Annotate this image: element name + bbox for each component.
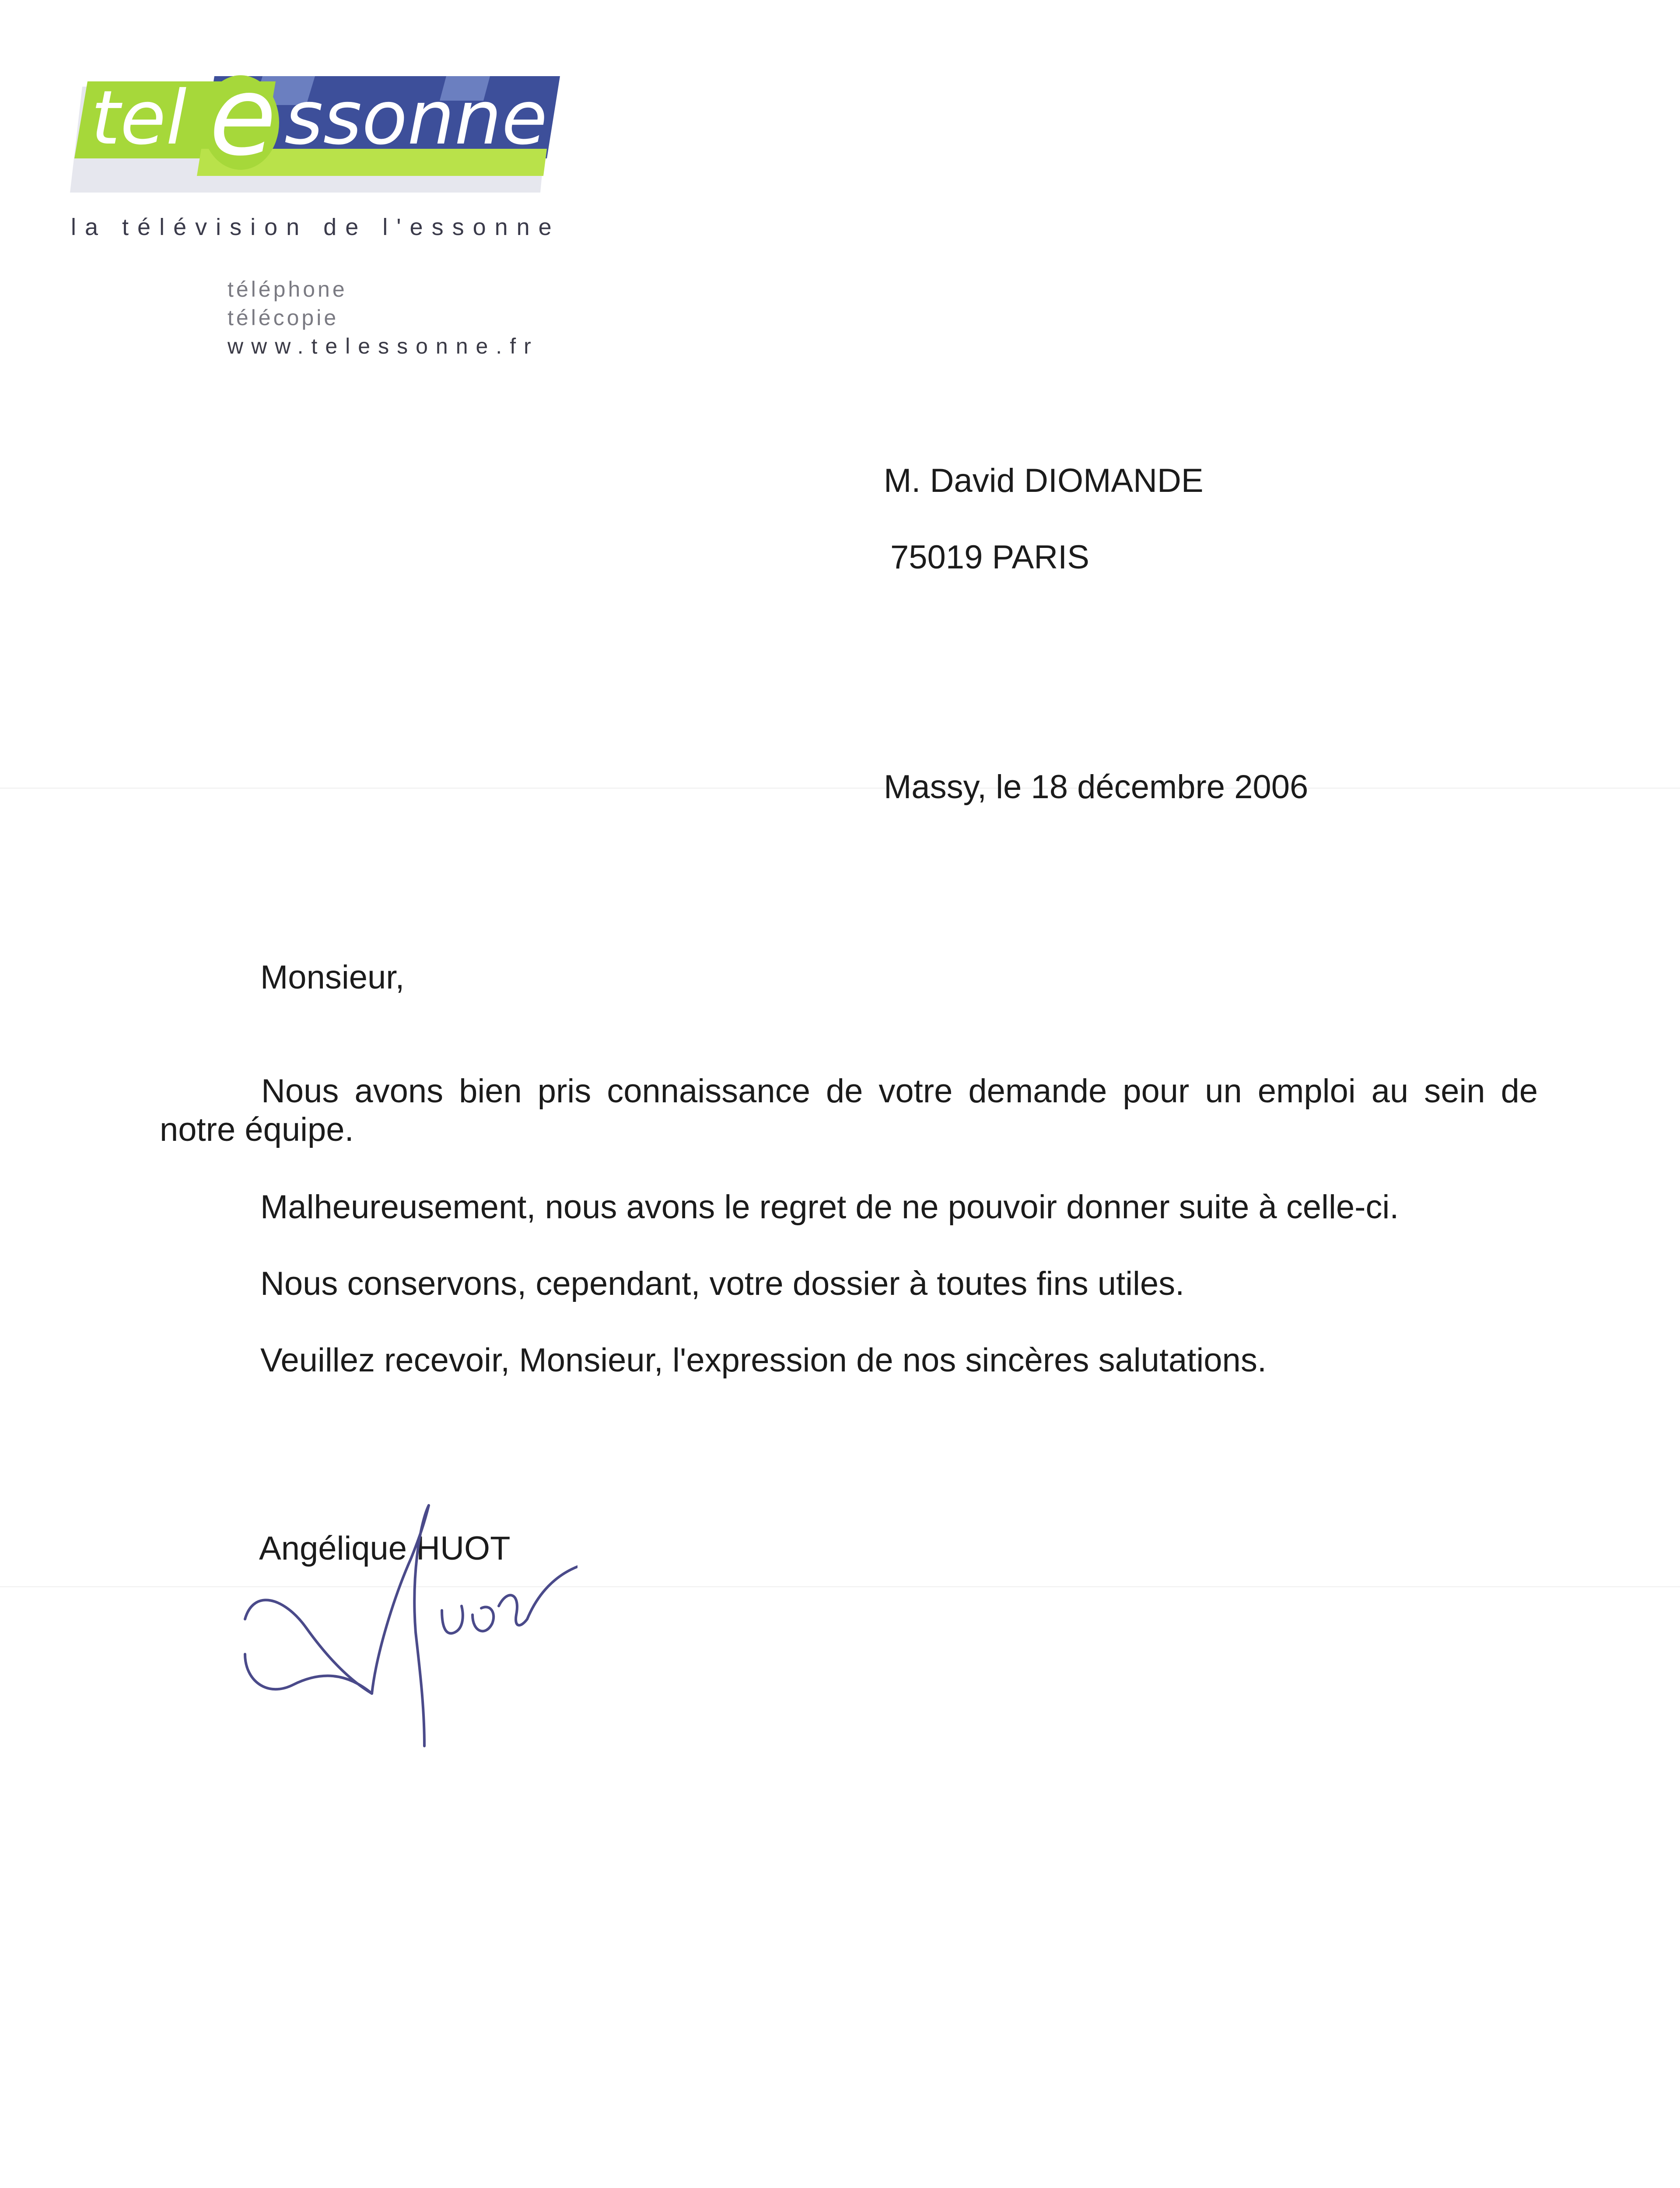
recipient-name: M. David DIOMANDE	[884, 462, 1204, 499]
logo-text-e: e	[209, 61, 276, 180]
salutation: Monsieur,	[260, 959, 405, 996]
logo-tagline: la télévision de l'essonne	[71, 214, 560, 240]
paragraph-1	[160, 1072, 1538, 1149]
phone-label: téléphone	[228, 277, 347, 302]
telessonne-logo	[70, 61, 569, 193]
logo-text-tel: tel	[91, 75, 187, 161]
date-line: Massy, le 18 décembre 2006	[884, 768, 1309, 806]
fax-label: télécopie	[228, 305, 339, 330]
scan-artifact	[0, 788, 1680, 789]
website-link[interactable]: www.telessonne.fr	[228, 334, 539, 358]
handwritten-signature	[236, 1488, 578, 1768]
paragraph-4: Veuillez recevoir, Monsieur, l'expression de nos sincères salutations.	[260, 1342, 1267, 1379]
signatory-name: Angélique HUOT	[259, 1530, 511, 1567]
recipient-city: 75019 PARIS	[890, 539, 1089, 576]
paragraph-1-text: Nous avons bien pris connaissance de votre demande pour un emploi au sein de notre équipe.	[160, 1073, 1538, 1148]
paragraph-3: Nous conservons, cependant, votre dossier à toutes fins utiles.	[260, 1265, 1185, 1302]
paragraph-2: Malheureusement, nous avons le regret de ne pouvoir donner suite à celle-ci.	[260, 1189, 1399, 1226]
logo-text-ssonne: ssonne	[284, 75, 548, 161]
